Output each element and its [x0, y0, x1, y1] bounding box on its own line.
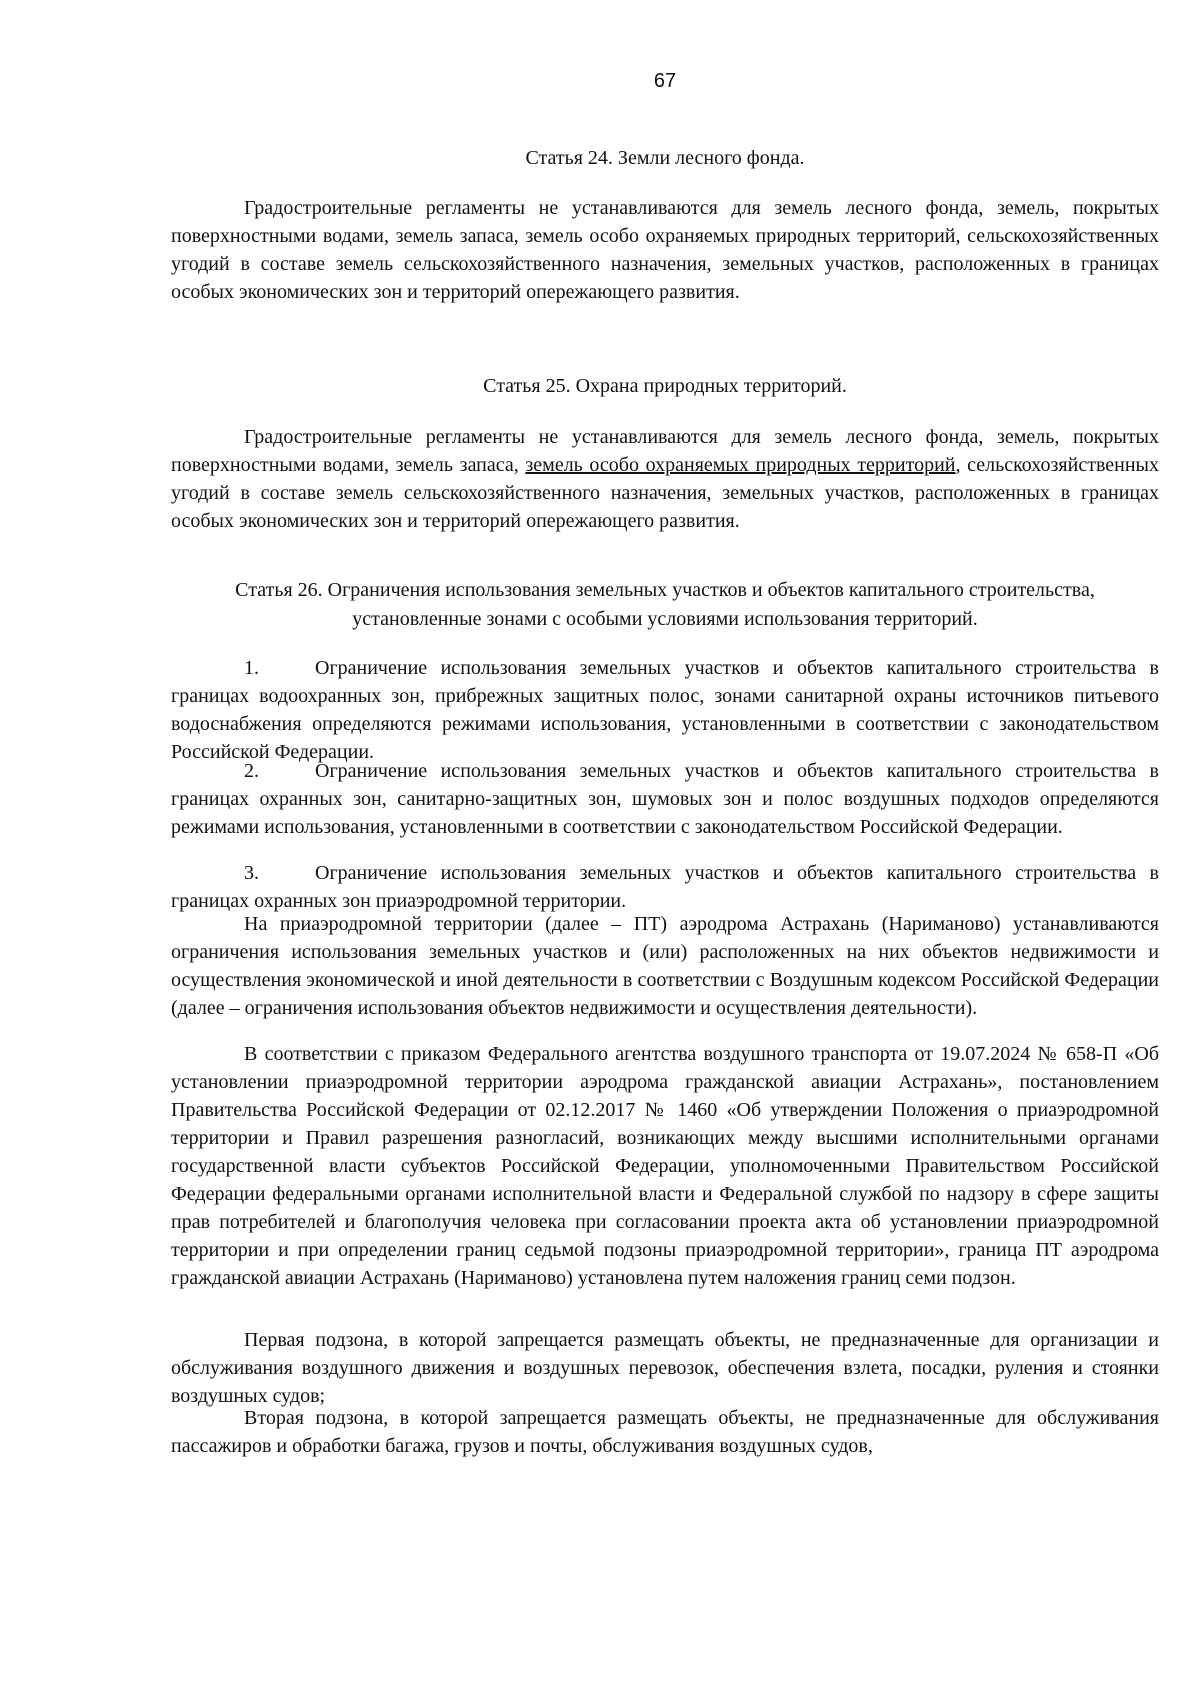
article-26-item-1	[171, 654, 1159, 766]
item-number: 2.	[244, 760, 259, 782]
article-26-paragraph-2: В соответствии с приказом Федерального агентства воздушного транспорта от 19.07.2024 № 658-П «Об установлении приаэродромной территории аэродрома гражданской авиации Астрахань», постановлением Правительства Российской Федерации от 02.12.2017 № 1460 «Об утверждении Положения о приаэродромной территории и Правил разрешения разногласий, возникающих между высшими исполнительными органами государственной власти субъектов Российской Федерации, уполномоченными Правительством Российской Федерации федеральными органами исполнительной власти и Федеральной службой по надзору в сфере защиты прав потребителей и благополучия человека при согласовании проекта акта об установлении приаэродромной территории и при определении границ седьмой подзоны приаэродромной территории», граница ПТ аэродрома гражданской авиации Астрахань (Нариманово) установлена путем наложения границ семи подзон.	[171, 1043, 1159, 1289]
article-26-item-2	[171, 757, 1159, 841]
article-24-text: Градостроительные регламенты не устанавливаются для земель лесного фонда, земель, покрытых поверхностными водами, земель запаса, земель особо охраняемых природных территорий, сельскохозяйственных угодий в составе земель сельскохозяйственного назначения, земельных участков, расположенных в границах особых экономических зон и территорий опережающего развития.	[171, 197, 1159, 303]
article-25-text	[171, 423, 1159, 535]
item-text: Ограничение использования земельных участков и объектов капитального строительства в границах водоохранных зон, прибрежных защитных полос, зонами санитарной охраны источников питьевого водоснабжения определяются режимами использования, установленными в соответствии с законодательством Российской Федерации.	[171, 657, 1159, 763]
article-26-paragraph-3: Первая подзона, в которой запрещается размещать объекты, не предназначенные для организации и обслуживания воздушного движения и воздушных перевозок, обеспечения взлета, посадки, руления и стоянки воздушных судов;	[171, 1329, 1159, 1407]
article-24-title: Статья 24. Земли лесного фонда.	[525, 147, 805, 169]
item-number: 3.	[244, 862, 259, 884]
article-25-text-end: , сельскохозяйственных угодий в составе земель сельскохозяйственного назначения, земельных участков, расположенных в границах особых экономических зон и территорий опережающего развития.	[171, 454, 1159, 532]
item-text: Ограничение использования земельных участков и объектов капитального строительства в границах охранных зон, санитарно-защитных зон, шумовых зон и полос воздушных подходов определяются режимами использования, установленными в соответствии с законодательством Российской Федерации.	[171, 760, 1159, 838]
article-26-paragraph-4: Вторая подзона, в которой запрещается размещать объекты, не предназначенные для обслуживания пассажиров и обработки багажа, грузов и почты, обслуживания воздушных судов,	[171, 1407, 1159, 1457]
item-number: 1.	[244, 657, 259, 679]
article-26-title: Статья 26. Ограничения использования земельных участков и объектов капитального строительства, установленные зонами с особыми условиями использования территорий.	[235, 579, 1095, 630]
item-text: Ограничение использования земельных участков и объектов капитального строительства в границах охранных зон приаэродромной территории.	[171, 862, 1159, 912]
article-26-item-3	[171, 859, 1159, 915]
article-25-underlined-text: земель особо охраняемых природных территорий	[525, 454, 956, 476]
article-25-text-start: Градостроительные регламенты не устанавливаются для земель лесного фонда, земель, покрытых поверхностными водами, земель запаса,	[171, 426, 1159, 476]
article-26-paragraph-1: На приаэродромной территории (далее – ПТ) аэродрома Астрахань (Нариманово) устанавливаются ограничения использования земельных участков и (или) расположенных на них объектов недвижимости и осуществления экономической и иной деятельности в соответствии с Воздушным кодексом Российской Федерации (далее – ограничения использования объектов недвижимости и осуществления деятельности).	[171, 913, 1159, 1019]
article-25-title: Статья 25. Охрана природных территорий.	[483, 375, 847, 397]
page-number: 67	[653, 70, 677, 92]
